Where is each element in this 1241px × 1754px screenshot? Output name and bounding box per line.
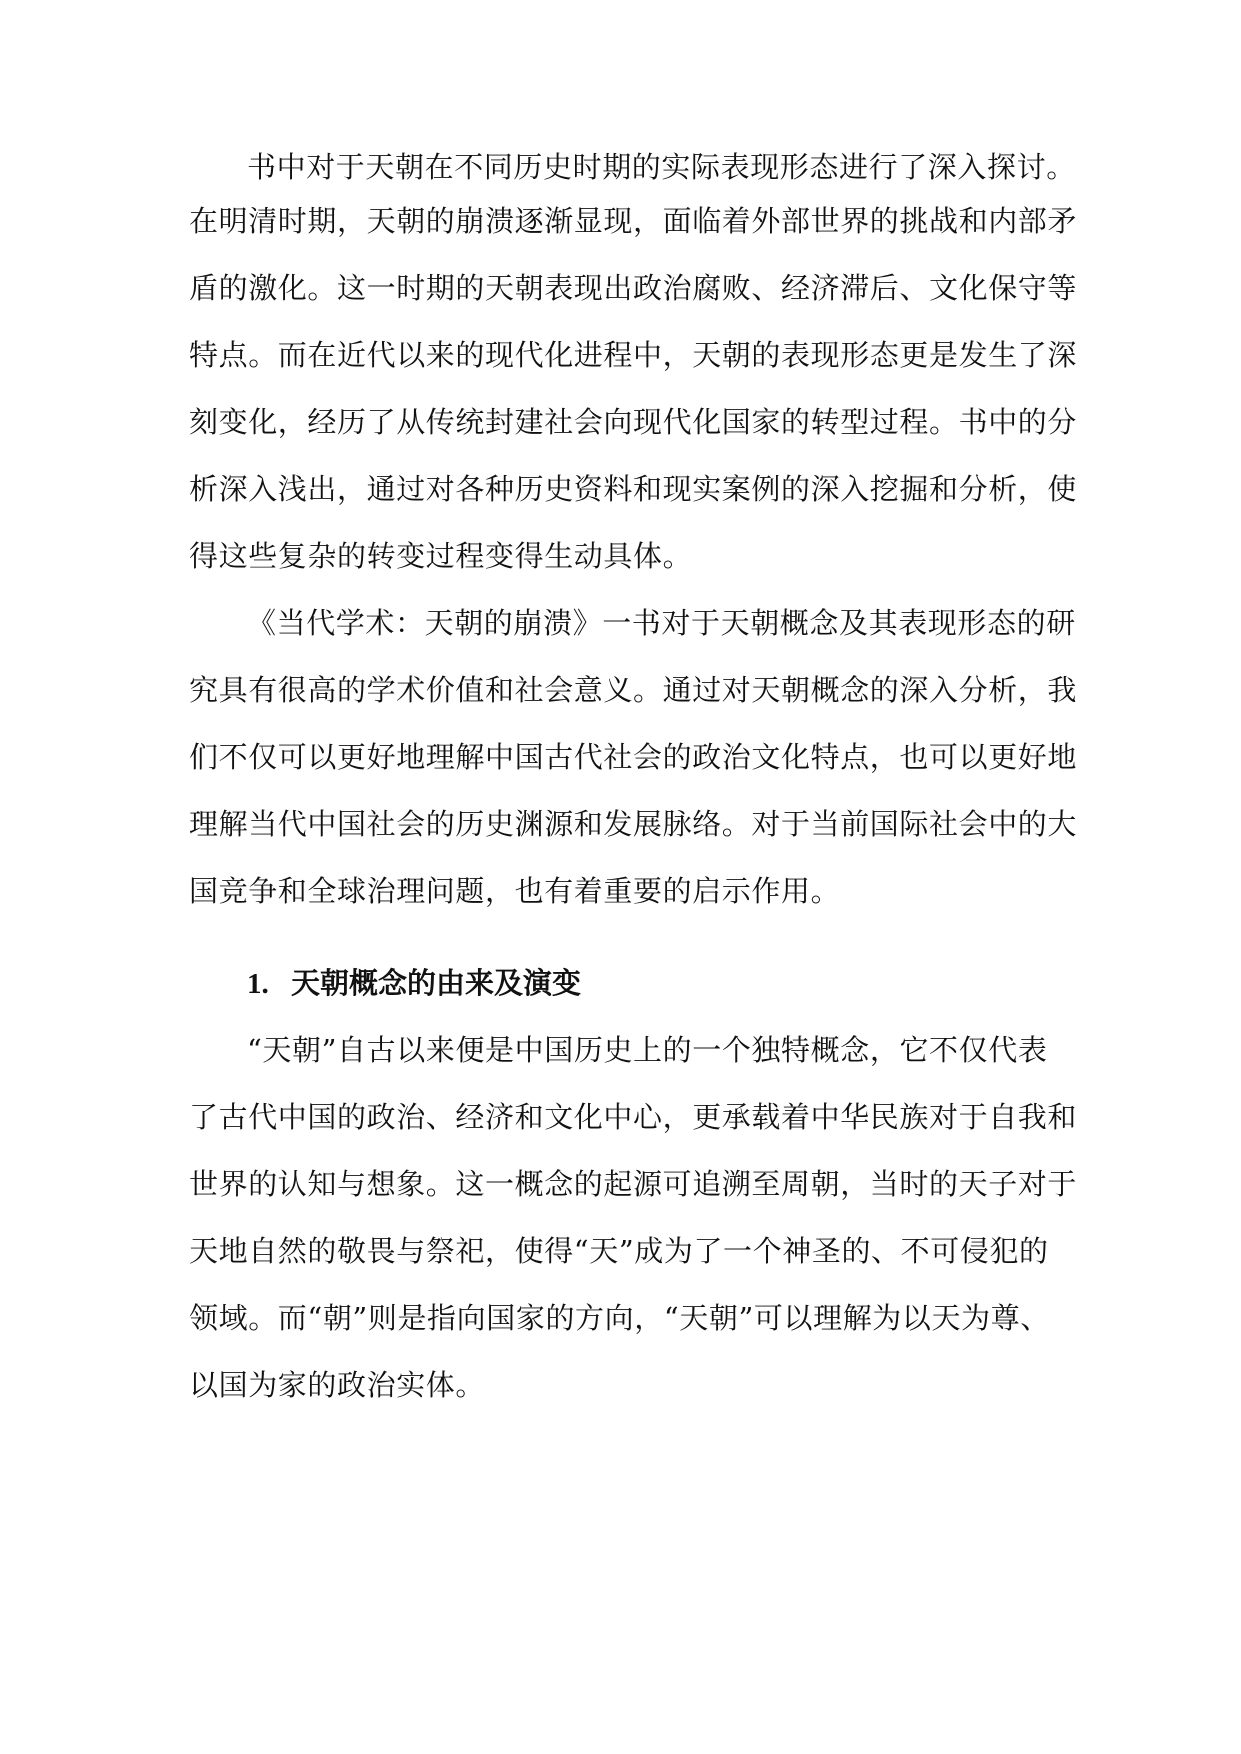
section-heading-title: 天朝概念的由来及演变 [291,966,582,1000]
paragraph-1-line-1: 书中对于天朝在不同历史时期的实际表现形态进行了深入探讨。 [247,150,1076,184]
paragraph-1-line-7: 得这些复杂的转变过程变得生动具体。 [189,539,693,573]
paragraph-2-line-1: 《当代学术：天朝的崩溃》一书对于天朝概念及其表现形态的研 [247,606,1076,640]
paragraph-1-line-2: 在明清时期，天朝的崩溃逐渐显现，面临着外部世界的挑战和内部矛 [189,204,1078,238]
paragraph-3-line-4: 天地自然的敬畏与祭祀，使得“天”成为了一个神圣的、不可侵犯的 [189,1234,1049,1268]
paragraph-2-line-4: 理解当代中国社会的历史渊源和发展脉络。对于当前国际社会中的大 [189,807,1078,841]
paragraph-1-line-3: 盾的激化。这一时期的天朝表现出政治腐败、经济滞后、文化保守等 [189,271,1078,305]
paragraph-2-line-5: 国竞争和全球治理问题，也有着重要的启示作用。 [189,874,841,908]
paragraph-3-line-3: 世界的认知与想象。这一概念的起源可追溯至周朝，当时的天子对于 [189,1167,1078,1201]
paragraph-2-line-2: 究具有很高的学术价值和社会意义。通过对天朝概念的深入分析，我 [189,673,1078,707]
paragraph-3-line-5: 领域。而“朝”则是指向国家的方向，“天朝”可以理解为以天为尊、 [189,1301,1050,1335]
paragraph-2-line-3: 们不仅可以更好地理解中国古代社会的政治文化特点，也可以更好地 [189,740,1078,774]
paragraph-1-line-4: 特点。而在近代以来的现代化进程中，天朝的表现形态更是发生了深 [189,338,1078,372]
paragraph-3-line-1: “天朝”自古以来便是中国历史上的一个独特概念，它不仅代表 [247,1033,1048,1067]
paragraph-1-line-6: 析深入浅出，通过对各种历史资料和现实案例的深入挖掘和分析，使 [189,472,1078,506]
paragraph-3-line-2: 了古代中国的政治、经济和文化中心，更承载着中华民族对于自我和 [189,1100,1078,1134]
section-heading-number: 1. [247,968,269,1000]
paragraph-3-line-6: 以国为家的政治实体。 [189,1368,486,1402]
paragraph-1-line-5: 刻变化，经历了从传统封建社会向现代化国家的转型过程。书中的分 [189,405,1078,439]
section-heading [247,958,581,1008]
